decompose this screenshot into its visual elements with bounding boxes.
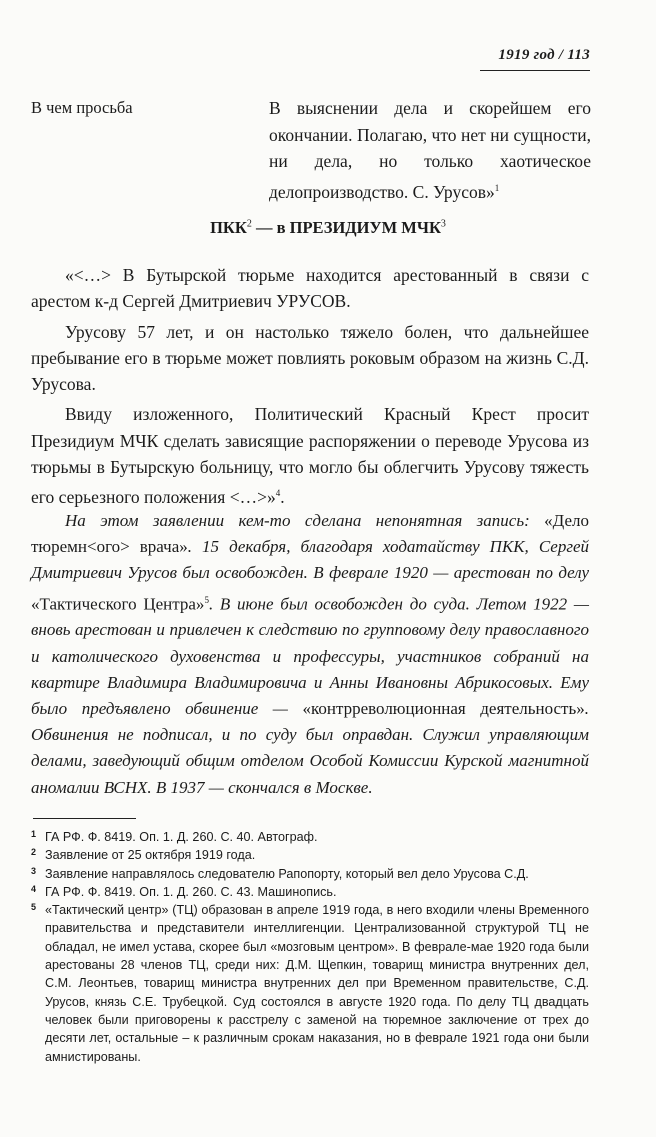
letter-text (31, 262, 589, 515)
section-title-part2: — в ПРЕЗИДИУМ МЧК (251, 218, 441, 237)
commentary-quote-1: «Дело тюремн<ого> врача» (31, 511, 589, 557)
footnote-text: ГА РФ. Ф. 8419. Оп. 1. Д. 260. С. 40. Автограф. (45, 830, 318, 844)
footnote-text: Заявление направлялось следователю Рапопорту, который вел дело Урусова С.Д. (45, 866, 529, 881)
commentary-quote-2: «Тактического Центра» (31, 594, 205, 614)
footnote-number: 1 (31, 829, 37, 839)
commentary-text-3: . В июне был освобожден до суда. Летом 1922 — вновь арестован и привлечен к следствию по групповому делу православного и католического духовенства и профессуры, участников собраний на квартире Владимира Владимировича и Анны Ивановны Абрикосовых. Ему было предъявлено обвинение — (31, 594, 590, 719)
section-title (0, 218, 656, 238)
footnote-ref-3: 3 (440, 218, 446, 230)
footnote-ref-2: 2 (246, 218, 252, 230)
footnote-number: 4 (31, 883, 37, 894)
footnote-number: 5 (31, 902, 37, 913)
commentary-paragraph (31, 508, 589, 801)
footnote-text: «Тактический центр» (ТЦ) образован в апреле 1919 года, в него входили члены Временного правительства и представители интеллигенции. Централизованной структурой ТЦ не обладал, не имел устава, скорее был «мозговым центром». В феврале-мае 1920 года были арестованы 28 членов ТЦ, среди них: Д.М. Щепкин, товарищ министра внутренних дел, С.М. Леонтьев, товарищ министра внутренних дел при Временном правительстве, С.Д. Урусов, князь С.Е. Трубецкой. Суд состоялся в августе 1920 года. По делу ТЦ двадцать человек были приговорены к расстрелу с заменой на тюремное заключение от трех до десяти лет, остальные – к различным срокам наказания, но в феврале 1921 года они были амнистированы. (45, 903, 589, 1064)
footnote-text: Заявление от 25 октября 1919 года. (45, 848, 256, 863)
footnote (31, 883, 589, 901)
request-body: В выяснении дела и скорейшем его окончании. Полагаю, что нет ни сущности, ни дела, но только хаотическое делопроизводство. С. Урусов» (269, 98, 591, 202)
footnote-number: 3 (31, 865, 37, 876)
footnote-rule (33, 818, 136, 819)
request-text (269, 95, 591, 205)
letter-paragraph-1: «<…> В Бутырской тюрьме находится арестованный в связи с арестом к-д Сергей Дмитриевич УРУСОВ. (31, 265, 589, 312)
footnote (31, 846, 589, 864)
letter-paragraph-2: Урусову 57 лет, и он настолько тяжело болен, что дальнейшее пребывание его в тюрьме может повлиять роковым образом на жизнь С.Д. Урусова. (31, 321, 589, 395)
footnote (31, 901, 589, 1066)
commentary-text-2: . 15 декабря, благодаря ходатайству ПКК, Сергей Дмитриевич Урусов был освобожден. В феврале 1920 — арестован по делу (31, 537, 589, 583)
footnote-text: ГА РФ. Ф. 8419. Оп. 1. Д. 260. С. 43. Машинопись. (45, 884, 337, 899)
footnote (31, 828, 589, 846)
commentary-text-1: На этом заявлении кем-то сделана непонятная запись: (65, 511, 545, 530)
request-label: В чем просьба (31, 98, 133, 117)
letter-paragraph-3: Ввиду изложенного, Политический Красный Крест просит Президиум МЧК сделать зависящие распоряжении о переводе Урусова из тюрьмы в Бутырскую больницу, что могло бы облегчить Урусову тяжесть его серьезного положения <…>»$^4$. (31, 404, 589, 508)
commentary-quote-3: «контрреволюционная деятельность» (302, 699, 585, 719)
footnote-ref-5: 5 (204, 594, 209, 605)
commentary-text-4: . Обвинения не подписал, и по суду был оправдан. Служил управляющим делами, заведующий общим отделом Особой Комиссии Курской магнитной аномалии ВСНХ. В 1937 — скончался в Москве. (31, 699, 589, 797)
footnote-ref-1: 1 (494, 182, 500, 193)
letter-paragraph-3-text: Ввиду изложенного, Политический Красный Крест просит Президиум МЧК сделать зависящие распоряжении о переводе Урусова из тюрьмы в Бутырскую больницу, что могло бы облегчить Урусову тяжесть его серьезного положения <…>» (31, 404, 589, 508)
section-title-part1: ПКК (210, 218, 247, 237)
running-head: 1919 год / 113 (498, 47, 590, 63)
header-rule (480, 70, 590, 71)
footnote-ref-4: 4 (275, 488, 281, 499)
footnotes (31, 828, 589, 1066)
editorial-commentary (31, 508, 589, 801)
footnote-number: 2 (31, 847, 37, 858)
footnote (31, 865, 589, 883)
